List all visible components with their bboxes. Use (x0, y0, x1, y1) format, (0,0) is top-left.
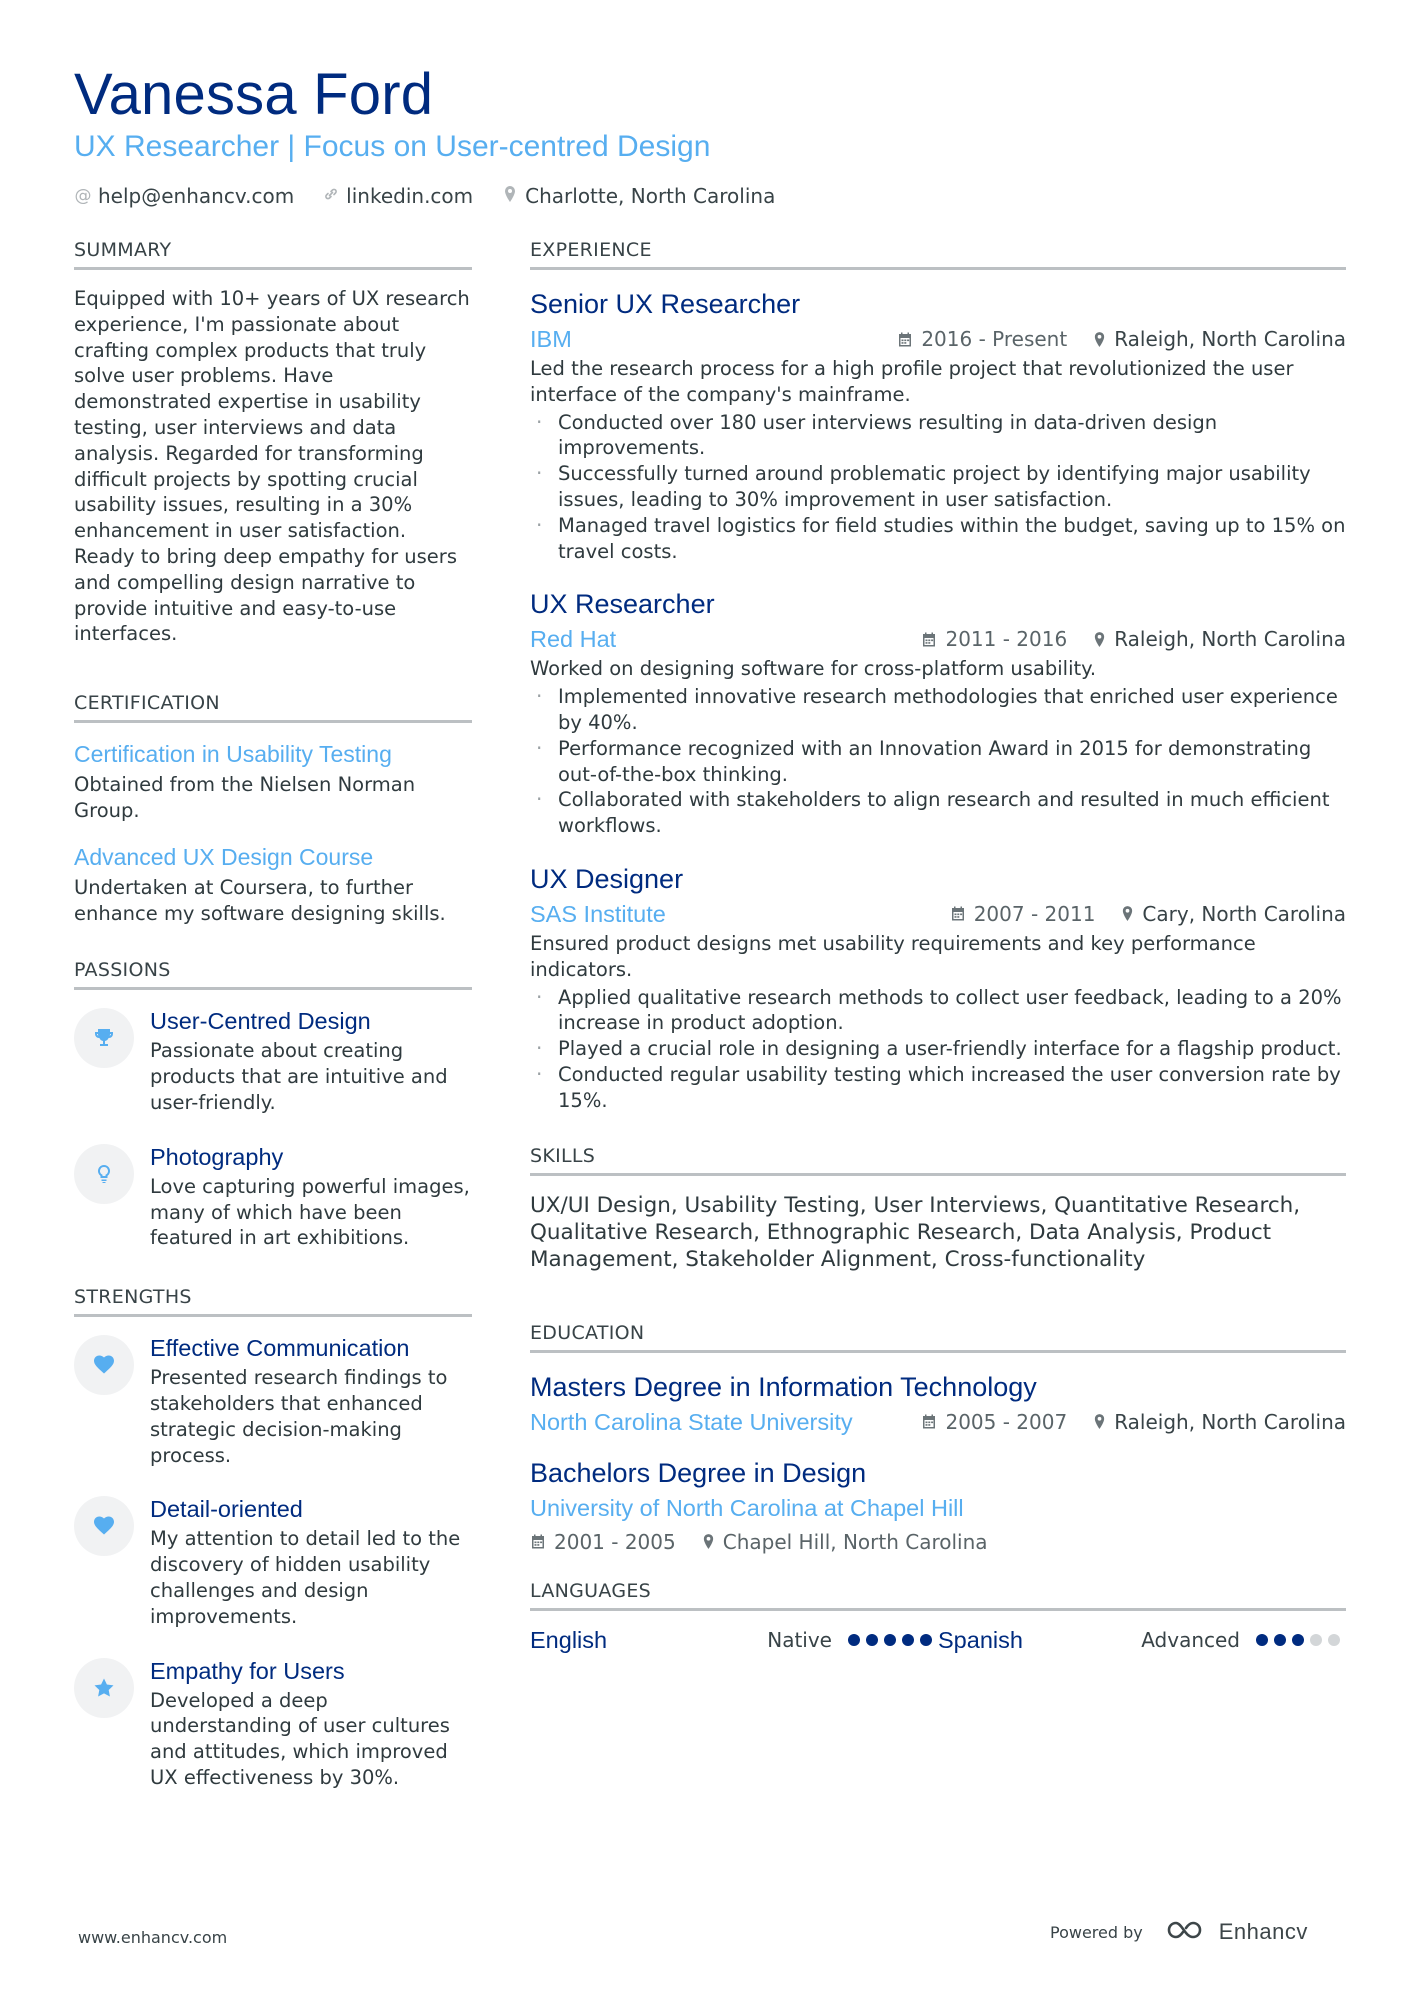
cert-name: Certification in Usability Testing (74, 741, 392, 768)
trophy-icon (74, 1008, 134, 1068)
job-bullets (530, 684, 1346, 839)
school-name: University of North Carolina at Chapel Hill (530, 1494, 964, 1521)
proficiency-dot-filled (848, 1634, 860, 1646)
list-item: · Played a crucial role in designing a user-friendly interface for a flagship product. (530, 1036, 1346, 1062)
cert-desc: Obtained from the Nielsen Norman Group. (74, 773, 416, 822)
contact-email[interactable] (74, 184, 294, 208)
job-role: Senior UX Researcher (530, 289, 801, 319)
proficiency-dots (848, 1634, 938, 1646)
skills-section (530, 1144, 1346, 1273)
date-range (897, 324, 1067, 354)
date-range (950, 899, 1096, 929)
heart-icon (74, 1496, 134, 1556)
location-text: Chapel Hill, North Carolina (722, 1529, 988, 1554)
degree-name: Masters Degree in Information Technology (530, 1371, 1037, 1402)
proficiency-dot-filled (866, 1634, 878, 1646)
education-section (530, 1321, 1346, 1557)
strength-desc: Presented research findings to stakeholders that enhanced strategic decision-making process. (150, 1366, 448, 1467)
contact-row (74, 184, 1344, 208)
cert-desc: Undertaken at Coursera, to further enhance my software designing skills. (74, 875, 446, 925)
strength-item (74, 1656, 472, 1791)
enhancv-brand: Enhancv (1218, 1919, 1308, 1944)
strength-item (74, 1494, 472, 1629)
strength-title: Detail-oriented (150, 1496, 303, 1523)
job-desc: Led the research process for a high profile project that revolutionized the user interface of the company's mainframe. (530, 357, 1294, 406)
left-column (74, 238, 472, 1817)
strength-desc: Developed a deep understanding of user cultures and attitudes, which improved UX effectiveness by 30%. (150, 1688, 450, 1789)
strength-title: Effective Communication (150, 1335, 410, 1362)
proficiency-dot-filled (902, 1634, 914, 1646)
list-item: · Performance recognized with an Innovation Award in 2015 for demonstrating out-of-the-box thinking. (530, 736, 1346, 788)
list-item: · Managed travel logistics for field studies within the budget, saving up to 15% on travel costs. (530, 513, 1346, 565)
language-level: Native (767, 1628, 832, 1653)
map-pin-icon (501, 185, 519, 208)
job-bullets (530, 985, 1346, 1114)
section-title: EXPERIENCE (530, 238, 1346, 270)
section-title: PASSIONS (74, 958, 472, 990)
list-item: · Applied qualitative research methods to collect user feedback, leading to a 20% increase in product adoption. (530, 985, 1346, 1037)
location-text: Cary, North Carolina (1142, 901, 1346, 926)
job-location (1121, 899, 1346, 929)
summary-section (74, 238, 472, 647)
section-title: SKILLS (530, 1144, 1346, 1176)
star-icon (74, 1658, 134, 1718)
resume-header (74, 62, 1344, 208)
school-location (702, 1527, 988, 1557)
school-location (1093, 1407, 1346, 1437)
passions-section (74, 958, 472, 1251)
at-icon: @ (74, 186, 92, 206)
proficiency-dot-filled (884, 1634, 896, 1646)
proficiency-dot-filled (920, 1634, 932, 1646)
degree-name: Bachelors Degree in Design (530, 1457, 867, 1488)
list-item: · Successfully turned around problematic project by identifying major usability issues, leading to 30% improvement in user satisfaction. (530, 461, 1346, 513)
email-text: help@enhancv.com (98, 184, 295, 208)
section-title: CERTIFICATION (74, 691, 472, 723)
passion-title: User-Centred Design (150, 1008, 371, 1035)
contact-linkedin[interactable] (322, 184, 473, 208)
proficiency-dots (1256, 1634, 1346, 1646)
candidate-title: UX Researcher | Focus on User-centred Design (74, 130, 711, 163)
job-role: UX Designer (530, 863, 684, 894)
enhancv-logo-icon (1165, 1918, 1211, 1946)
education-item (530, 1455, 1346, 1557)
job-location (1093, 324, 1346, 354)
date-text: 2001 - 2005 (554, 1529, 676, 1554)
candidate-name: Vanessa Ford (74, 62, 434, 127)
calendar-icon (921, 631, 937, 648)
list-item: · Conducted regular usability testing which increased the user conversion rate by 15%. (530, 1062, 1346, 1114)
date-range (921, 624, 1067, 654)
date-text: 2007 - 2011 (973, 901, 1096, 926)
strength-title: Empathy for Users (150, 1657, 345, 1684)
cert-name: Advanced UX Design Course (74, 843, 374, 870)
company-name: SAS Institute (530, 900, 666, 927)
location-text: Raleigh, North Carolina (1114, 327, 1346, 351)
passion-item (74, 1006, 472, 1115)
list-item: · Collaborated with stakeholders to align research and resulted in much efficient workflows. (530, 787, 1346, 839)
date-text: 2005 - 2007 (945, 1409, 1068, 1434)
section-title: LANGUAGES (530, 1579, 1346, 1611)
experience-section (530, 238, 1346, 1114)
summary-text: Equipped with 10+ years of UX research experience, I'm passionate about crafting complex products that truly solve user problems. Have demonstrated expertise in usability testing, user interviews and data analysis. Regarded for transforming difficult projects by spotting crucial usability issues, resulting in a 30% enhancement in user satisfaction. Ready to bring deep empathy for users and compelling design narrative to provide intuitive and easy-to-use interfaces. (74, 287, 470, 646)
footer-website[interactable]: www.enhancv.com (78, 1928, 228, 1947)
location-text: Charlotte, North Carolina (525, 184, 776, 208)
location-text: Raleigh, North Carolina (1114, 1409, 1346, 1434)
company-name: IBM (530, 326, 572, 352)
calendar-icon (897, 331, 913, 348)
job-location (1093, 624, 1346, 654)
passion-desc: Love capturing powerful images, many of which have been featured in art exhibitions. (150, 1174, 470, 1250)
right-column (530, 238, 1346, 1654)
passion-desc: Passionate about creating products that are intuitive and user-friendly. (150, 1039, 448, 1114)
map-pin-icon (1093, 631, 1106, 648)
passion-item (74, 1142, 472, 1251)
contact-location (501, 184, 775, 208)
strength-desc: My attention to detail led to the discovery of hidden usability challenges and design improvements. (150, 1527, 461, 1628)
date-range (530, 1527, 676, 1557)
company-name: Red Hat (530, 626, 617, 653)
proficiency-dot-filled (1274, 1634, 1286, 1646)
date-text: 2011 - 2016 (945, 627, 1068, 652)
powered-by-label: Powered by (1050, 1922, 1143, 1942)
date-range (921, 1407, 1067, 1437)
map-pin-icon (1121, 905, 1134, 922)
heart-icon (74, 1335, 134, 1395)
cert-item (74, 842, 472, 927)
skills-text: UX/UI Design, Usability Testing, User Interviews, Quantitative Research, Qualitative Research, Ethnographic Research, Data Analysis, Product Management, Stakeholder Alignment, Cross-functionality (530, 1192, 1301, 1272)
date-text: 2016 - Present (921, 327, 1068, 351)
passion-title: Photography (150, 1143, 284, 1170)
language-item (530, 1627, 938, 1654)
list-item: · Implemented innovative research methodologies that enriched user experience by 40%. (530, 684, 1346, 736)
language-name: English (530, 1626, 608, 1653)
lightbulb-icon (74, 1144, 134, 1204)
section-title: EDUCATION (530, 1321, 1346, 1353)
map-pin-icon (1093, 1413, 1106, 1430)
strengths-section (74, 1285, 472, 1791)
experience-item (530, 286, 1346, 564)
job-role: UX Researcher (530, 589, 715, 620)
calendar-icon (530, 1533, 546, 1550)
map-pin-icon (1093, 331, 1106, 348)
job-bullets (530, 410, 1346, 565)
section-title: SUMMARY (74, 238, 472, 270)
cert-item (74, 739, 472, 824)
languages-section (530, 1579, 1346, 1654)
proficiency-dot-filled (1256, 1634, 1268, 1646)
linkedin-text: linkedin.com (346, 184, 474, 208)
language-item (938, 1627, 1346, 1654)
job-desc: Ensured product designs met usability requirements and key performance indicators. (530, 931, 1256, 981)
school-name: North Carolina State University (530, 1408, 853, 1435)
location-text: Raleigh, North Carolina (1114, 627, 1346, 652)
job-desc: Worked on designing software for cross-platform usability. (530, 657, 1097, 681)
map-pin-icon (702, 1533, 715, 1550)
proficiency-dot-empty (1328, 1634, 1340, 1646)
language-name: Spanish (938, 1626, 1023, 1653)
experience-item (530, 586, 1346, 839)
proficiency-dot-empty (1310, 1634, 1322, 1646)
list-item: · Conducted over 180 user interviews resulting in data-driven design improvements. (530, 410, 1346, 462)
calendar-icon (921, 1413, 937, 1430)
experience-item (530, 861, 1346, 1114)
section-title: STRENGTHS (74, 1285, 472, 1317)
language-level: Advanced (1141, 1628, 1240, 1653)
proficiency-dot-filled (1292, 1634, 1304, 1646)
strength-item (74, 1333, 472, 1468)
education-item (530, 1369, 1346, 1437)
link-icon (322, 186, 340, 207)
calendar-icon (950, 905, 966, 922)
certification-section (74, 691, 472, 926)
footer-branding (1050, 1918, 1308, 1946)
languages-row (530, 1627, 1346, 1654)
